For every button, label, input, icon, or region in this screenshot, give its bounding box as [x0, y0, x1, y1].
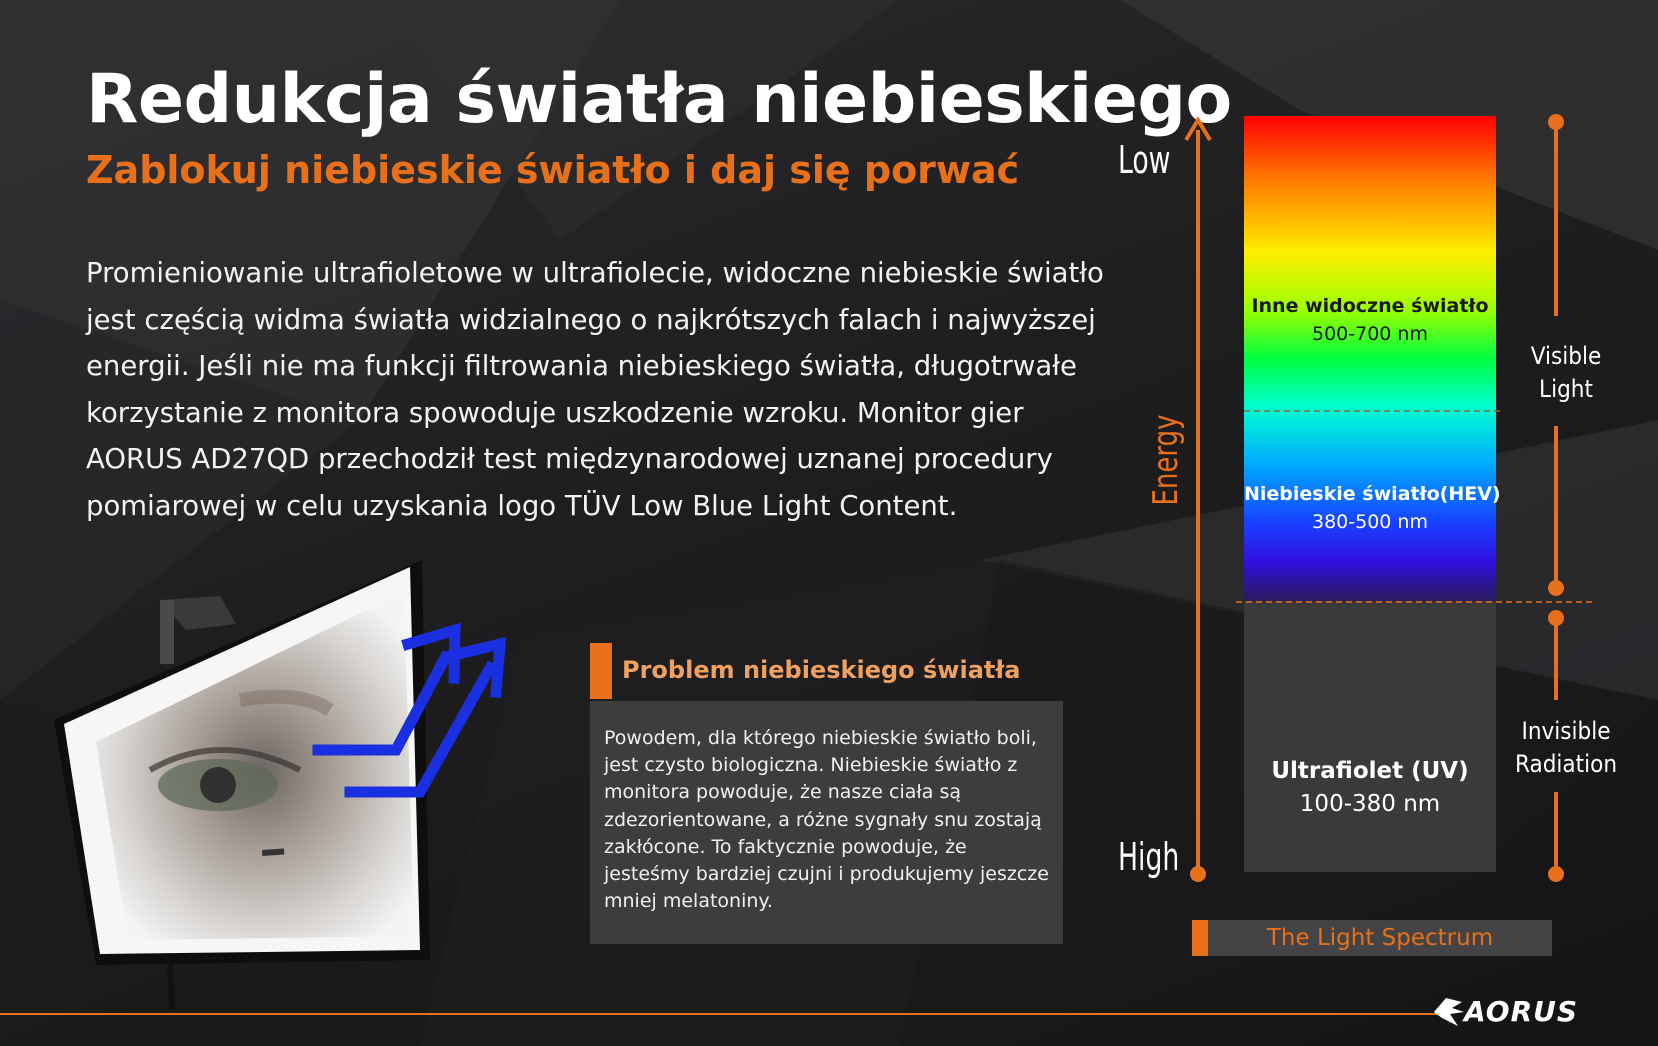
invisible-radiation-label: Invisible Radiation — [1515, 717, 1617, 778]
aorus-logo — [1432, 994, 1596, 1030]
axis-endpoint — [1190, 866, 1206, 882]
energy-high-label: High — [1118, 835, 1180, 879]
band-hev-name: Niebieskie światło(HEV) — [1244, 483, 1501, 505]
visible-light-label: Visible Light — [1530, 342, 1602, 403]
problem-heading — [590, 643, 1060, 699]
energy-axis — [1180, 110, 1220, 890]
energy-axis-label: Energy — [1146, 414, 1186, 506]
accent-bar — [590, 643, 612, 699]
band-uv-range: 100-380 nm — [1299, 791, 1441, 817]
band-other-name: Inne widoczne światło — [1251, 295, 1489, 317]
page-subtitle: Zablokuj niebieskie światło i daj się porwać — [86, 148, 1020, 192]
energy-low-label: Low — [1118, 138, 1171, 182]
problem-heading-label: Problem niebieskiego światła — [622, 656, 1021, 684]
reflection-arrow — [318, 658, 445, 750]
problem-text: Powodem, dla którego niebieskie światło boli, jest czysto biologiczna. Niebieskie światło z monitora powoduje, że nasze ciała są zdezorientowane, a różne sygnały snu zostają zakłócone. To faktycznie powoduje, że jesteśmy bardziej czujni i produkujemy jeszcze mniej melatoniny. — [590, 701, 1063, 944]
band-other-range: 500-700 nm — [1312, 323, 1428, 345]
accent-bar — [1192, 920, 1208, 956]
aorus-eagle-icon — [1432, 994, 1466, 1030]
reflection-arrow — [350, 668, 490, 792]
aorus-logo-text: AORUS — [1464, 995, 1579, 1028]
band-hev-range: 380-500 nm — [1312, 511, 1428, 533]
bottom-accent-line — [0, 1010, 1658, 1020]
spectrum-caption — [1192, 920, 1552, 956]
intro-paragraph: Promieniowanie ultrafioletowe w ultrafiolecie, widoczne niebieskie światło jest częścią widma światła widzialnego o najkrótszych falach i najwyższej energii. Jeśli nie ma funkcji filtrowania niebieskiego światła, długotrwałe korzystanie z monitora spowoduje uszkodzenie wzroku. Monitor gier AORUS AD27QD przechodził test międzynarodowej uznanej procedury pomiarowej w celu uzyskania logo TÜV Low Blue Light Content. — [86, 257, 1104, 522]
page-title: Redukcja światła niebieskiego — [86, 60, 1232, 139]
uv-band — [1244, 601, 1496, 872]
spectrum-caption-text: The Light Spectrum — [1266, 925, 1494, 951]
band-uv-name: Ultrafiolet (UV) — [1271, 758, 1469, 784]
blue-light-arrows — [300, 600, 520, 810]
